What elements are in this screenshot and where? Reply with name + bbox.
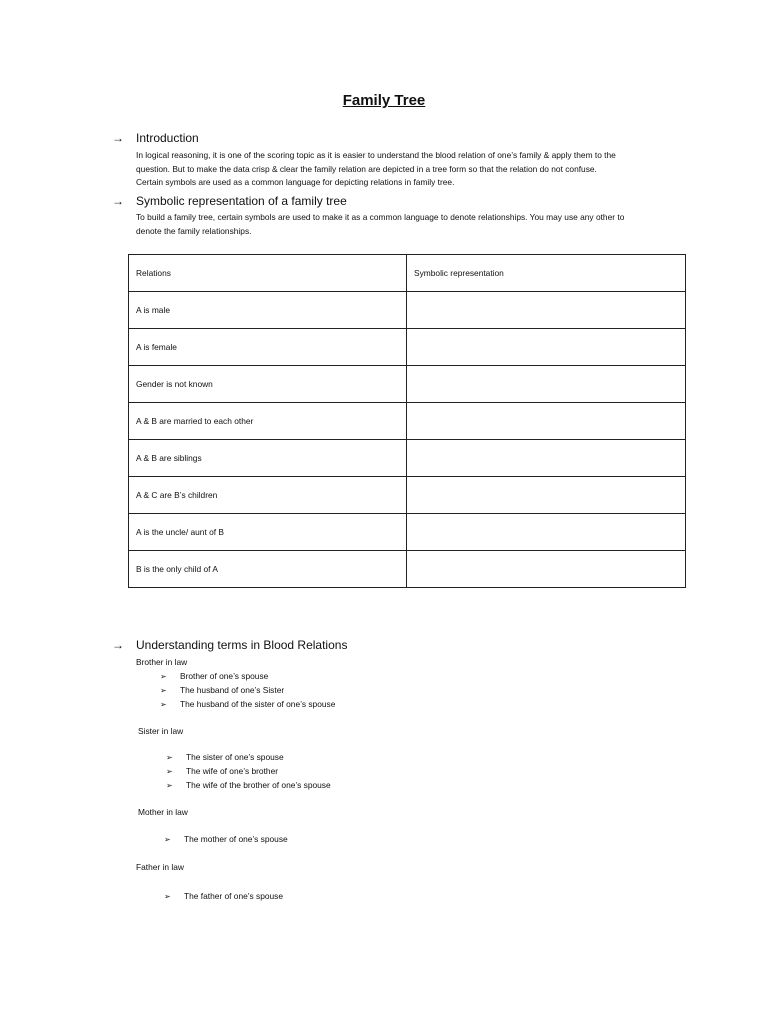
column-header-symbolic: Symbolic representation [407, 255, 686, 292]
blood-relations-heading-text: Understanding terms in Blood Relations [136, 638, 348, 652]
arrowhead-bullet-icon: ➢ [160, 700, 167, 709]
arrow-icon: → [112, 638, 124, 652]
mother-in-law-list [164, 832, 288, 846]
list-item: ➢ The husband of the sister of one’s spouse [160, 697, 335, 711]
page-title: Family Tree [342, 92, 426, 109]
relations-table [128, 254, 686, 588]
list-item: ➢ The father of one’s spouse [164, 889, 283, 903]
table-row [129, 366, 686, 403]
list-item: ➢ The husband of one’s Sister [160, 683, 335, 697]
symbol-cell [407, 440, 686, 477]
symbol-cell [407, 292, 686, 329]
arrow-icon: → [112, 194, 124, 208]
table-row [129, 440, 686, 477]
table-row [129, 514, 686, 551]
symbolic-heading-text: Symbolic representation of a family tree [136, 194, 347, 208]
introduction-paragraph [136, 149, 681, 190]
arrowhead-bullet-icon: ➢ [160, 672, 167, 681]
symbolic-heading [112, 193, 347, 209]
arrowhead-bullet-icon: ➢ [166, 767, 173, 776]
table-header-row [129, 255, 686, 292]
table-row [129, 292, 686, 329]
relation-cell: A & C are B’s children [129, 477, 407, 514]
symbolic-paragraph [136, 211, 681, 238]
relation-cell: A is the uncle/ aunt of B [129, 514, 407, 551]
list-item: ➢ The mother of one’s spouse [164, 832, 288, 846]
sister-in-law-label: Sister in law [138, 726, 184, 736]
paragraph-line: denote the family relationships. [136, 225, 252, 236]
arrowhead-bullet-icon: ➢ [160, 686, 167, 695]
introduction-heading-text: Introduction [136, 131, 199, 145]
mother-in-law-label: Mother in law [138, 807, 188, 817]
relation-cell: Gender is not known [129, 366, 407, 403]
list-item: ➢ The wife of the brother of one’s spouse [166, 778, 331, 792]
arrowhead-bullet-icon: ➢ [164, 835, 171, 844]
arrowhead-bullet-icon: ➢ [166, 781, 173, 790]
introduction-heading [112, 130, 199, 146]
paragraph-line: Certain symbols are used as a common language for depicting relations in family tree. [136, 177, 455, 187]
list-item: ➢ The sister of one’s spouse [166, 750, 331, 764]
arrowhead-bullet-icon: ➢ [166, 753, 173, 762]
brother-in-law-label: Brother in law [136, 657, 188, 667]
symbol-cell [407, 366, 686, 403]
blood-relations-heading [112, 637, 347, 653]
column-header-relations: Relations [129, 255, 407, 292]
relation-cell: B is the only child of A [129, 551, 407, 588]
father-in-law-list [164, 889, 283, 903]
relation-cell: A & B are married to each other [129, 403, 407, 440]
symbol-cell [407, 477, 686, 514]
relation-cell: A is female [129, 329, 407, 366]
relation-cell: A & B are siblings [129, 440, 407, 477]
list-item: ➢ Brother of one’s spouse [160, 669, 335, 683]
brother-in-law-list [160, 669, 335, 711]
table-row [129, 329, 686, 366]
paragraph-line: In logical reasoning, it is one of the scoring topic as it is easier to understand the blood relation of one’s family & apply them to the [136, 150, 616, 160]
symbol-cell [407, 403, 686, 440]
table-row [129, 403, 686, 440]
symbol-cell [407, 329, 686, 366]
arrow-icon: → [112, 131, 124, 145]
sister-in-law-list [166, 750, 331, 792]
list-item: ➢ The wife of one’s brother [166, 764, 331, 778]
relation-cell: A is male [129, 292, 407, 329]
paragraph-line: To build a family tree, certain symbols are used to make it as a common language to denote relationships. You may use any other to [136, 212, 625, 222]
table-row [129, 477, 686, 514]
father-in-law-label: Father in law [136, 862, 184, 872]
arrowhead-bullet-icon: ➢ [164, 892, 171, 901]
paragraph-line: question. But to make the data crisp & clear the family relation are depicted in a tree form so that the relation do not confuse. [136, 163, 597, 174]
symbol-cell [407, 551, 686, 588]
symbol-cell [407, 514, 686, 551]
table-row [129, 551, 686, 588]
